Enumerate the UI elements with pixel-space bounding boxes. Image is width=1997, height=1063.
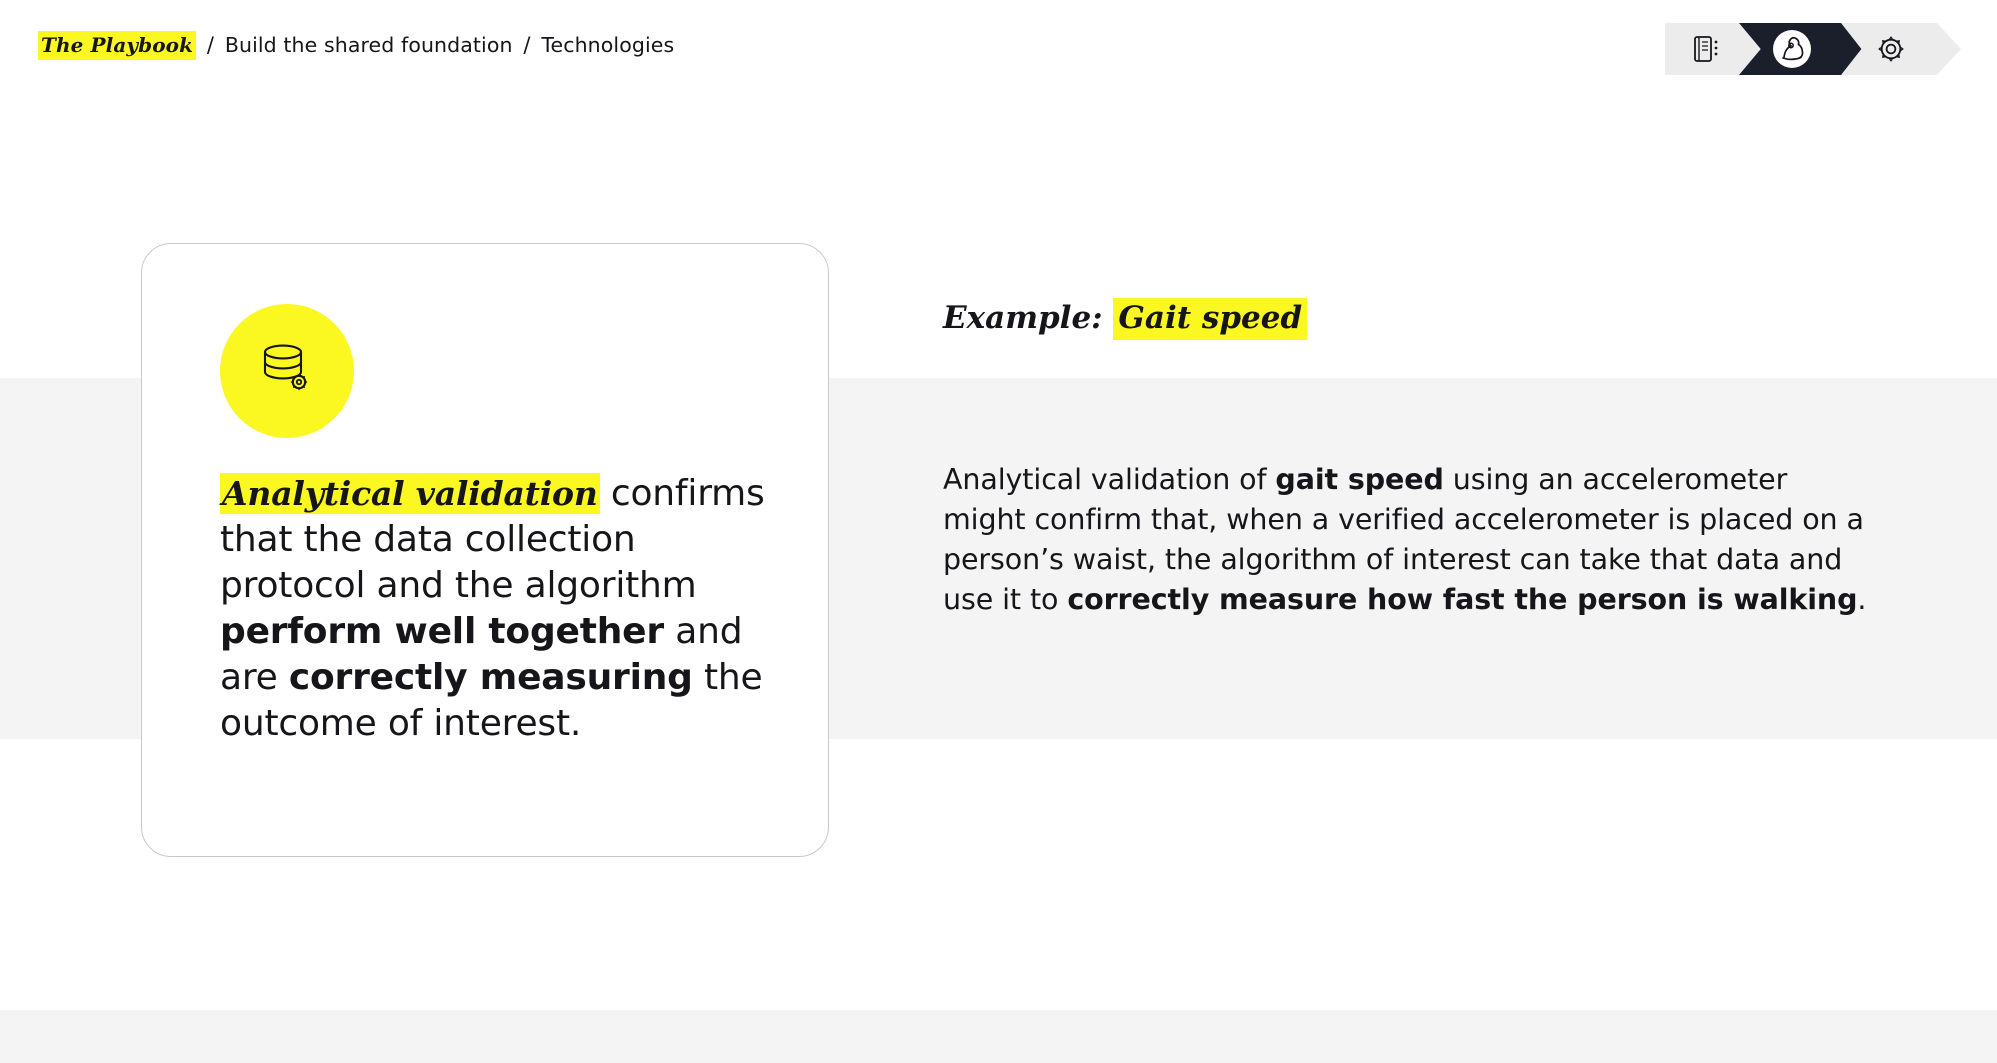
chevron-nav bbox=[1665, 23, 1961, 75]
example-highlight: Gait speed bbox=[1113, 298, 1307, 340]
breadcrumb-book[interactable]: The Playbook bbox=[38, 31, 196, 60]
example-body-3: . bbox=[1857, 583, 1867, 616]
card-text-2: and are bbox=[220, 611, 743, 698]
example-body bbox=[943, 460, 1873, 620]
breadcrumb-separator-2: / bbox=[523, 33, 531, 57]
breadcrumb bbox=[38, 33, 674, 57]
breadcrumb-page[interactable]: Technologies bbox=[541, 33, 675, 57]
example-body-2: using an accelerometer might confirm that, when a verified accelerometer is placed on a person’s waist, the algorithm of interest can take that data and use it to bbox=[943, 463, 1864, 616]
breadcrumb-section[interactable]: Build the shared foundation bbox=[224, 33, 513, 57]
card-definition-text bbox=[220, 471, 775, 747]
card-bold-2: correctly measuring bbox=[288, 657, 693, 698]
example-body-1: Analytical validation of bbox=[943, 463, 1276, 496]
card-text-3: the outcome of interest. bbox=[220, 657, 763, 744]
card-term: Analytical validation bbox=[222, 474, 598, 513]
breadcrumb-separator-1: / bbox=[206, 33, 215, 57]
definition-card bbox=[141, 243, 829, 857]
card-text-1: confirms that the data collection protocol and the algorithm bbox=[220, 473, 765, 606]
example-body-bold-1: gait speed bbox=[1275, 463, 1444, 496]
example-body-bold-2: correctly measure how fast the person is walking bbox=[1067, 583, 1858, 616]
card-icon-circle bbox=[220, 304, 354, 438]
background-band-bottom bbox=[0, 1010, 1997, 1063]
example-heading bbox=[943, 300, 1307, 336]
gear-icon bbox=[1875, 33, 1907, 65]
card-bold-1: perform well together bbox=[220, 611, 664, 652]
person-idea-icon bbox=[1770, 27, 1814, 71]
document-icon bbox=[1692, 34, 1720, 64]
database-gear-icon bbox=[250, 332, 324, 410]
example-label: Example: bbox=[943, 300, 1114, 336]
